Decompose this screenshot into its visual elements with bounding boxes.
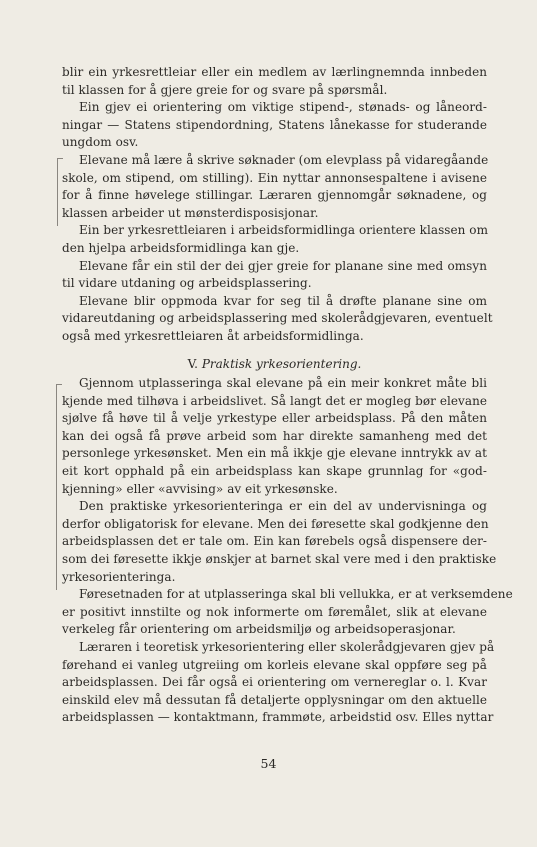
text-line: kjende med tilhøva i arbeidslivet. Så langt det er mogleg bør elevane [62,393,487,408]
text-line: yrkesorienteringa. [62,569,176,584]
margin-bracket-2 [56,384,57,590]
text-line: til vidare utdaning og arbeidsplassering. [62,276,312,291]
text-line: arbeidsplassen — kontaktmann, frammøte, arbeidstid osv. Elles nyttar [62,710,494,725]
paragraph [62,64,487,99]
text-line: Ein gjev ei orientering om viktige stipend-, stønads- og låneord- [79,100,487,115]
margin-bracket-1 [57,158,58,226]
text-line: Gjennom utplasseringa skal elevane på ein meir konkret måte bli [79,376,487,391]
text-line: einskild elev må dessutan få detaljerte opplysningar om den aktuelle [62,692,487,707]
text-line: vidareutdaning og arbeidsplassering med skolerådgjevaren, eventuelt [62,311,493,326]
margin-bracket-1-top [57,158,63,159]
text-line: skole, om stipend, om stilling). Ein nyttar annonsespaltene i avisene [62,170,487,185]
text-line: den hjelpa arbeidsformidlinga kan gje. [62,240,300,255]
text-line: blir ein yrkesrettleiar eller ein medlem av lærlingnemnda innbeden [62,65,487,79]
text-line: ningar — Statens stipendordning, Statens lånekasse for studerande [62,117,487,132]
paragraph [62,152,487,222]
paragraph [62,222,487,257]
text-line: derfor obligatorisk for elevane. Men dei føresette skal godkjenne den [62,516,489,531]
paragraph [62,375,487,498]
paragraph [62,498,497,586]
text-line: til klassen for å gjere greie for og svare på spørsmål. [62,82,388,97]
text-line: Læraren i teoretisk yrkesorientering eller skolerådgjevaren gjev på [79,640,495,654]
paragraphs-bottom [62,375,513,727]
paragraph [62,258,487,293]
text-line: som dei føresette ikkje ønskjer at barnet skal vere med i den praktiske [62,552,497,567]
section-heading [62,356,487,374]
text-line: Den praktiske yrkesorienteringa er ein del av undervisninga og [79,499,487,514]
margin-bracket-2-top [56,384,62,385]
section-title: Praktisk yrkesorientering. [201,356,362,371]
text-line: Elevane får ein stil der dei gjer greie for planane sine med omsyn [79,258,487,273]
text-line: Ein ber yrkesrettleiaren i arbeidsformidlinga orientere klassen om [79,223,489,238]
text-line: Føresetnaden for at utplasseringa skal bli vellukka, er at verksemdene [79,587,513,602]
text-line: klassen arbeider ut mønsterdisposisjonar. [62,205,319,220]
text-line: er positivt innstilte og nok informerte om føremålet, slik at elevane [62,604,487,619]
paragraph [62,586,513,639]
text-line: verkeleg får orientering om arbeidsmiljø og arbeidsoperasjonar. [62,622,456,637]
paragraphs-top [62,64,493,346]
paragraph [62,639,495,727]
text-line: personlege yrkesønsket. Men ein må ikkje gje elevane inntrykk av at [62,446,487,461]
section-number: V. [187,356,198,371]
paragraph [62,99,487,152]
paragraph [62,293,493,346]
text-line: også med yrkesrettleiaren åt arbeidsformidlinga. [62,328,364,343]
text-line: Elevane må lære å skrive søknader (om elevplass på vidaregåande [79,152,489,167]
text-line: ungdom osv. [62,135,139,150]
text-line: førehand ei vanleg utgreiing om korleis elevane skal oppføre seg på [62,657,487,672]
page-text [62,64,513,727]
page-number: 54 [260,756,277,771]
text-line: kjenning» eller «avvising» av eit yrkesønske. [62,481,338,496]
text-line: for å finne høvelege stillingar. Læraren gjennomgår søknadene, og [62,188,487,203]
text-line: Elevane blir oppmoda kvar for seg til å drøfte planane sine om [79,293,487,308]
text-line: eit kort opphald på ein arbeidsplass kan skape grunnlag for «god- [62,464,487,479]
text-line: arbeidsplassen det er tale om. Ein kan førebels også dispensere der- [62,534,487,549]
text-line: arbeidsplassen. Dei får også ei orientering om vernereglar o. l. Kvar [62,675,487,690]
text-line: sjølve få høve til å velje yrkestype eller arbeidsplass. På den måten [62,411,487,426]
text-line: kan dei også få prøve arbeid som har direkte samanheng med det [62,428,487,443]
